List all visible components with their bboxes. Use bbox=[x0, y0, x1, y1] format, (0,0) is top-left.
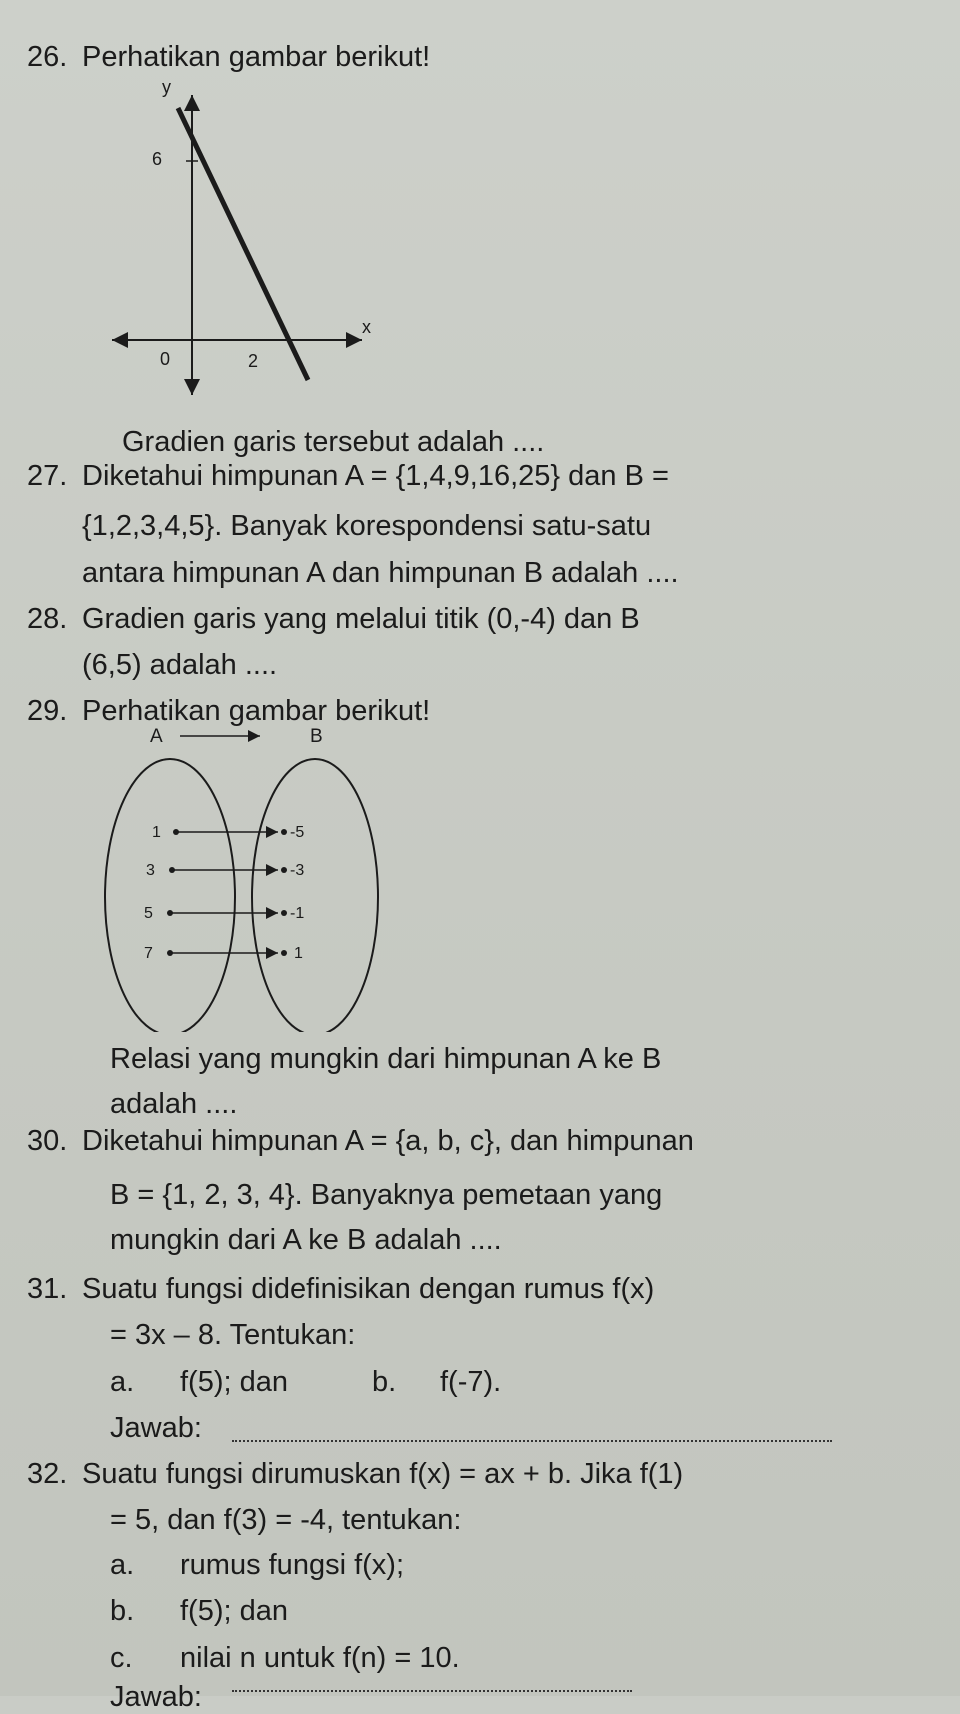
set-b-dot bbox=[281, 910, 287, 916]
q32-line2: = 5, dan f(3) = -4, tentukan: bbox=[110, 1504, 462, 1536]
set-b-element: -1 bbox=[290, 905, 305, 922]
q32-option-c-letter: c. bbox=[110, 1642, 133, 1674]
q29-instruction: Perhatikan gambar berikut! bbox=[82, 695, 431, 727]
q31-option-b: f(-7). bbox=[440, 1366, 502, 1398]
q31-option-a-letter: a. bbox=[110, 1366, 135, 1398]
q29-arrow-diagram bbox=[100, 722, 380, 1032]
q29-number: 29. bbox=[27, 695, 68, 727]
set-b-dot bbox=[281, 867, 287, 873]
set-b-dot bbox=[281, 950, 287, 956]
set-b-ellipse bbox=[252, 759, 378, 1032]
q31-answer-label: Jawab: bbox=[110, 1412, 202, 1444]
q29-line2: adalah .... bbox=[110, 1088, 238, 1120]
q26-question: Gradien garis tersebut adalah .... bbox=[122, 426, 545, 458]
q28-number: 28. bbox=[27, 603, 68, 635]
set-b-label: B bbox=[310, 726, 323, 747]
q32-option-a-letter: a. bbox=[110, 1549, 135, 1581]
set-a-dot bbox=[173, 829, 179, 835]
q27-number: 27. bbox=[27, 460, 68, 492]
set-a-dot bbox=[169, 867, 175, 873]
x-axis-label: x bbox=[362, 317, 371, 337]
q26-line-graph bbox=[100, 75, 380, 405]
q32-line1: Suatu fungsi dirumuskan f(x) = ax + b. Jika f(1) bbox=[82, 1458, 684, 1490]
set-a-dot bbox=[167, 950, 173, 956]
set-b-element: 1 bbox=[294, 945, 303, 962]
q32-answer-label: Jawab: bbox=[110, 1681, 202, 1713]
q30-line2: B = {1, 2, 3, 4}. Banyaknya pemetaan yang bbox=[110, 1179, 663, 1211]
set-b-element: -3 bbox=[290, 862, 305, 879]
q27-line2: {1,2,3,4,5}. Banyak korespondensi satu-satu bbox=[82, 510, 652, 542]
q32-option-b: f(5); dan bbox=[180, 1595, 288, 1627]
q31-answer-line[interactable] bbox=[232, 1440, 832, 1442]
y-tick-label: 6 bbox=[152, 149, 163, 169]
q26-number: 26. bbox=[27, 41, 68, 73]
q30-number: 30. bbox=[27, 1125, 68, 1157]
set-a-element: 5 bbox=[144, 905, 153, 922]
q28-line2: (6,5) adalah .... bbox=[82, 649, 278, 681]
set-b-element: -5 bbox=[290, 824, 305, 841]
q31-line1: Suatu fungsi didefinisikan dengan rumus f(x) bbox=[82, 1273, 655, 1305]
q30-line1: Diketahui himpunan A = {a, b, c}, dan himpunan bbox=[82, 1125, 694, 1157]
set-a-dot bbox=[167, 910, 173, 916]
set-a-element: 1 bbox=[152, 824, 161, 841]
q32-answer-line[interactable] bbox=[232, 1690, 632, 1692]
set-a-label: A bbox=[150, 726, 163, 747]
q26-instruction: Perhatikan gambar berikut! bbox=[82, 41, 431, 73]
q27-line1: Diketahui himpunan A = {1,4,9,16,25} dan B = bbox=[82, 460, 669, 492]
q31-option-b-letter: b. bbox=[372, 1366, 397, 1398]
set-a-element: 3 bbox=[146, 862, 155, 879]
y-axis-label: y bbox=[162, 77, 171, 97]
set-a-element: 7 bbox=[144, 945, 153, 962]
q30-line3: mungkin dari A ke B adalah .... bbox=[110, 1224, 502, 1256]
q31-number: 31. bbox=[27, 1273, 68, 1305]
q31-line2: = 3x – 8. Tentukan: bbox=[110, 1319, 356, 1351]
x-tick-label: 2 bbox=[248, 351, 259, 371]
q32-option-b-letter: b. bbox=[110, 1595, 135, 1627]
set-a-ellipse bbox=[105, 759, 235, 1032]
q32-number: 32. bbox=[27, 1458, 68, 1490]
q27-line3: antara himpunan A dan himpunan B adalah .... bbox=[82, 557, 679, 589]
q28-line1: Gradien garis yang melalui titik (0,-4) dan B bbox=[82, 603, 640, 635]
q29-line1: Relasi yang mungkin dari himpunan A ke B bbox=[110, 1043, 662, 1075]
set-b-dot bbox=[281, 829, 287, 835]
origin-label: 0 bbox=[160, 349, 171, 369]
q32-option-a: rumus fungsi f(x); bbox=[180, 1549, 404, 1581]
q32-option-c: nilai n untuk f(n) = 10. bbox=[180, 1642, 460, 1674]
q31-option-a: f(5); dan bbox=[180, 1366, 288, 1398]
